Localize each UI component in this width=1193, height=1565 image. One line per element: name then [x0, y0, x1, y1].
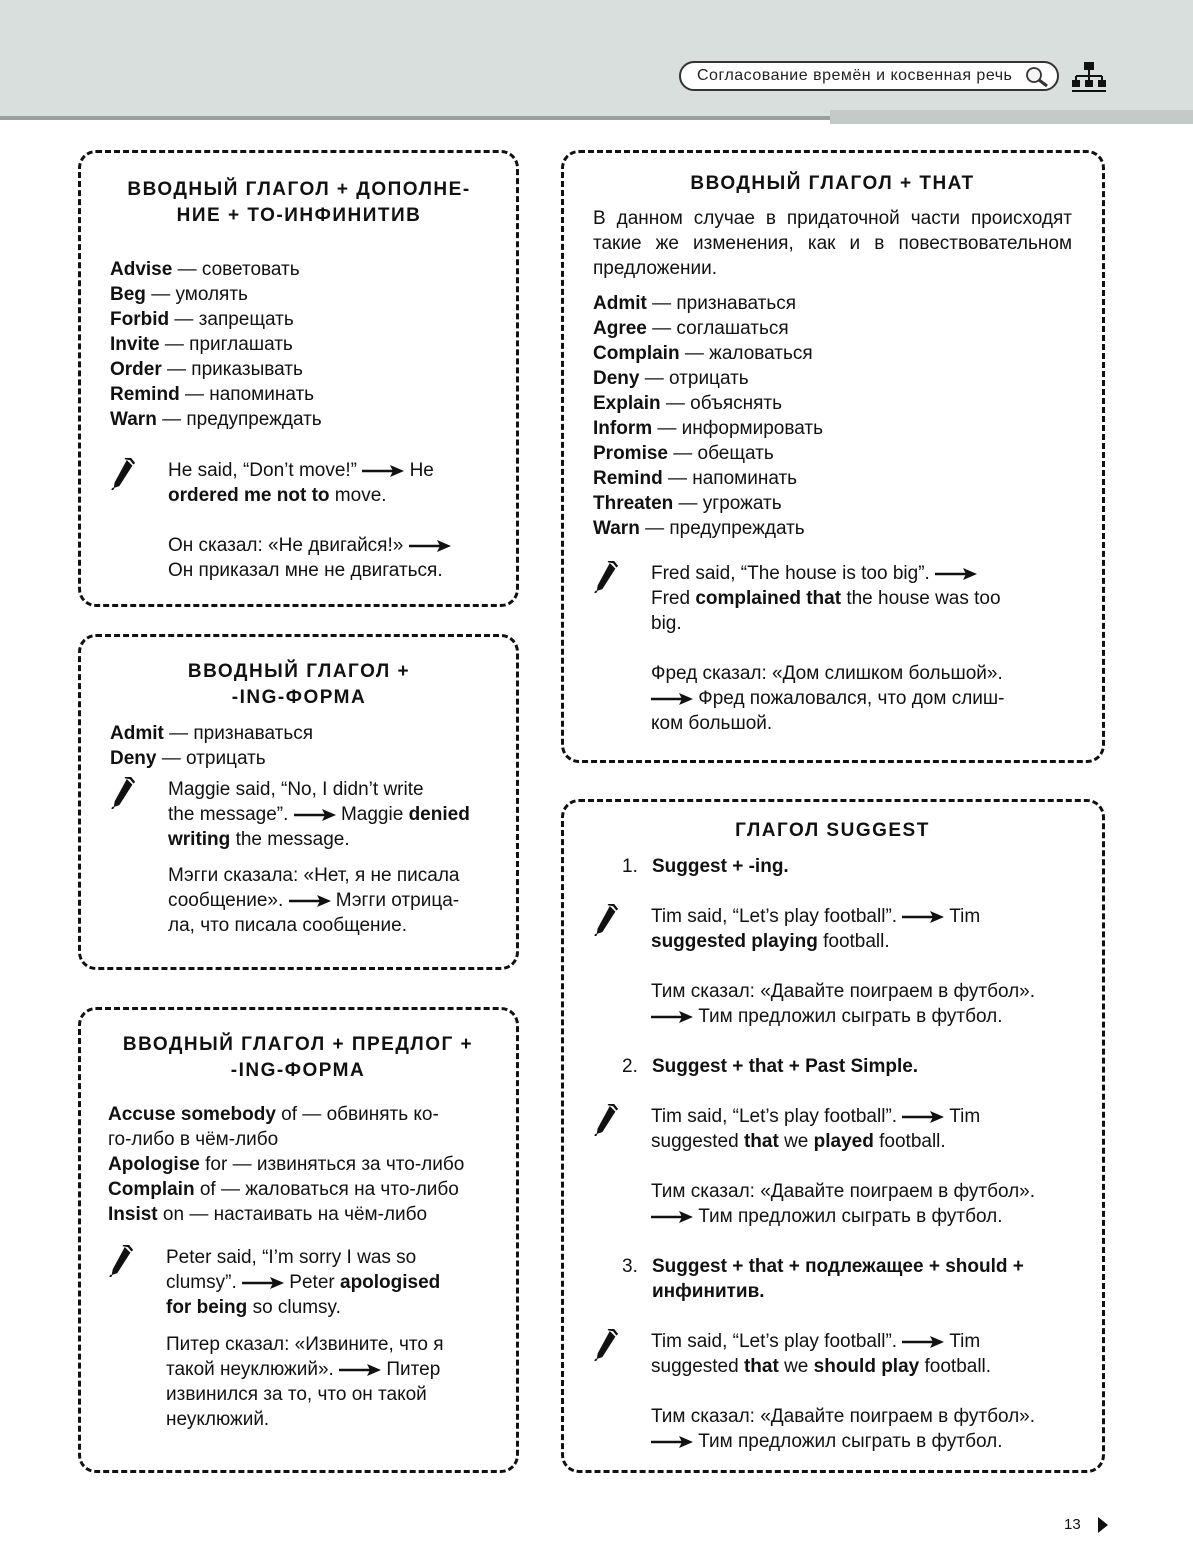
search-text: Согласование времён и косвенная речь — [697, 67, 1013, 84]
verb-en: Admit — [593, 293, 647, 314]
verb-en: Beg — [110, 284, 146, 305]
verb-en: Agree — [593, 318, 647, 339]
verb-item — [108, 1102, 488, 1127]
header-band — [0, 0, 1193, 120]
card-title: ВВОДНЫЙ ГЛАГОЛ + ДОПОЛНЕ- НИЕ + TO-ИНФИНИТИВ — [127, 179, 471, 226]
arrow-icon — [902, 1111, 944, 1123]
verb-list — [593, 291, 1072, 541]
verb-ru: — предупреждать — [645, 518, 805, 539]
verb-en: Deny — [110, 748, 157, 769]
verb-list — [110, 721, 488, 771]
rule-3: 3. Suggest + that + подлежащее + should + инфинитив. — [622, 1256, 1024, 1302]
search-icon[interactable] — [1025, 66, 1049, 93]
verb-en: Complain — [108, 1179, 195, 1200]
verb-item — [110, 382, 488, 407]
arrow-icon — [242, 1277, 284, 1289]
card-verb-object-infinitive — [78, 150, 519, 607]
verb-en: Complain — [593, 343, 680, 364]
verb-ru: — угрожать — [678, 493, 782, 514]
verb-ru: — отрицать — [161, 748, 266, 769]
example: Tim said, “Let’s play football”. Tim suggested playing football. Тим сказал: «Давайте поиграем в футбол». Тим предложил сыграть в футбол. — [593, 904, 1072, 1029]
verb-item — [110, 282, 488, 307]
verb-en: Forbid — [110, 309, 170, 330]
verb-item — [593, 291, 1072, 316]
verb-ru: го-либо в чём-либо — [108, 1129, 279, 1150]
verb-en: Deny — [593, 368, 640, 389]
pen-icon — [110, 458, 138, 490]
verb-item — [110, 257, 488, 282]
pen-icon — [108, 1245, 136, 1277]
verb-item — [108, 1127, 488, 1152]
verb-en: Warn — [593, 518, 640, 539]
verb-ru: — обещать — [673, 443, 774, 464]
verb-item — [108, 1202, 488, 1227]
arrow-icon — [651, 1011, 693, 1023]
verb-item — [593, 441, 1072, 466]
arrow-icon — [294, 809, 336, 821]
card-verb-preposition-ing — [78, 1007, 519, 1473]
verb-ru: — приказывать — [167, 359, 303, 380]
verb-item — [593, 341, 1072, 366]
example: Fred said, “The house is too big”. Fred complained that the house was too big. Фред сказал: «Дом слишком большой». Фред пожаловался, что дом слиш- ком большой. — [593, 561, 1072, 736]
arrow-icon — [339, 1364, 381, 1376]
verb-item — [593, 316, 1072, 341]
pen-icon — [593, 1104, 621, 1136]
verb-item — [593, 466, 1072, 491]
verb-item — [108, 1152, 488, 1177]
example: Tim said, “Let’s play football”. Tim suggested that we should play football. Тим сказал: «Давайте поиграем в футбол». Тим предложил сыграть в футбол. — [593, 1329, 1072, 1454]
verb-ru: — признаваться — [169, 723, 314, 744]
verb-item — [593, 391, 1072, 416]
example: He said, “Don’t move!” He ordered me not to move. Он сказал: «Не двигайся!» Он приказал мне не двигаться. — [110, 458, 488, 583]
verb-en: Admit — [110, 723, 164, 744]
verb-ru: — приглашать — [164, 334, 293, 355]
card-title: ВВОДНЫЙ ГЛАГОЛ + ПРЕДЛОГ + -ING-ФОРМА — [122, 1034, 474, 1081]
search-field[interactable] — [679, 61, 1059, 91]
card-title: ГЛАГОЛ SUGGEST — [735, 820, 930, 841]
page-number: 13 — [1064, 1516, 1081, 1533]
verb-ru: — предупреждать — [162, 409, 322, 430]
pen-icon — [593, 561, 621, 593]
verb-item — [593, 516, 1072, 541]
example: Maggie said, “No, I didn’t write the message”. Maggie denied writing the message. Мэгги сказала: «Нет, я не писала сообщение». Мэгги отрица- ла, что писала сообщение. — [110, 777, 488, 938]
verb-item — [110, 407, 488, 432]
verb-en: Accuse somebody — [108, 1104, 276, 1125]
example: Peter said, “I’m sorry I was so clumsy”. Peter apologised for being so clumsy. Питер сказал: «Извините, что я такой неуклюжий». Питер извинился за то, что он такой неуклюжий. — [108, 1245, 488, 1432]
arrow-icon — [902, 1336, 944, 1348]
intro-text: В данном случае в придаточной части происходят такие же изменения, как и в повествовательном предложении. — [593, 208, 1072, 279]
verb-ru: — напоминать — [667, 468, 798, 489]
sitemap-icon[interactable] — [1072, 62, 1106, 97]
arrow-icon — [902, 911, 944, 923]
verb-ru: — информировать — [657, 418, 823, 439]
arrow-icon — [289, 895, 331, 907]
verb-ru: for — извиняться за что-либо — [199, 1154, 465, 1175]
verb-en: Remind — [110, 384, 180, 405]
verb-item — [110, 307, 488, 332]
verb-en: Order — [110, 359, 162, 380]
pen-icon — [110, 777, 138, 809]
verb-ru: — советовать — [177, 259, 300, 280]
card-title: ВВОДНЫЙ ГЛАГОЛ + THAT — [690, 173, 975, 194]
verb-item — [593, 416, 1072, 441]
verb-list — [110, 257, 488, 432]
arrow-icon — [651, 1436, 693, 1448]
verb-ru: — соглашаться — [652, 318, 789, 339]
verb-ru: — объяснять — [665, 393, 783, 414]
pen-icon — [593, 1329, 621, 1361]
verb-ru: of — жаловаться на что-либо — [194, 1179, 459, 1200]
verb-en: Warn — [110, 409, 157, 430]
card-suggest — [561, 799, 1105, 1473]
card-title: ВВОДНЫЙ ГЛАГОЛ + -ING-ФОРМА — [187, 661, 411, 708]
verb-item — [108, 1177, 488, 1202]
verb-ru: on — настаивать на чём-либо — [157, 1204, 428, 1225]
next-page-icon[interactable] — [1098, 1517, 1108, 1533]
example: Tim said, “Let’s play football”. Tim suggested that we played football. Тим сказал: «Давайте поиграем в футбол». Тим предложил сыграть в футбол. — [593, 1104, 1072, 1229]
verb-ru: — умолять — [151, 284, 248, 305]
pen-icon — [593, 904, 621, 936]
verb-item — [110, 357, 488, 382]
verb-list — [108, 1102, 488, 1227]
verb-en: Invite — [110, 334, 160, 355]
verb-item — [593, 366, 1072, 391]
verb-item — [593, 491, 1072, 516]
card-verb-that — [561, 150, 1105, 763]
header-shadow — [830, 110, 1193, 124]
verb-en: Apologise — [108, 1154, 200, 1175]
verb-ru: — отрицать — [644, 368, 749, 389]
arrow-icon — [409, 540, 451, 552]
verb-ru: — признаваться — [652, 293, 797, 314]
verb-item — [110, 332, 488, 357]
rule-1: 1. Suggest + -ing. — [622, 856, 789, 877]
verb-en: Promise — [593, 443, 668, 464]
verb-en: Threaten — [593, 493, 674, 514]
verb-ru: of — обвинять ко- — [275, 1104, 439, 1125]
arrow-icon — [935, 568, 977, 580]
arrow-icon — [362, 465, 404, 477]
card-verb-ing-form — [78, 634, 519, 970]
verb-ru: — запрещать — [174, 309, 294, 330]
rule-2: 2. Suggest + that + Past Simple. — [622, 1056, 919, 1077]
arrow-icon — [651, 1211, 693, 1223]
verb-ru: — жаловаться — [684, 343, 813, 364]
arrow-icon — [651, 693, 693, 705]
verb-item — [110, 746, 488, 771]
verb-en: Explain — [593, 393, 661, 414]
verb-ru: — напоминать — [184, 384, 315, 405]
verb-en: Insist — [108, 1204, 158, 1225]
verb-item — [110, 721, 488, 746]
verb-en: Remind — [593, 468, 663, 489]
verb-en: Inform — [593, 418, 653, 439]
verb-en: Advise — [110, 259, 173, 280]
